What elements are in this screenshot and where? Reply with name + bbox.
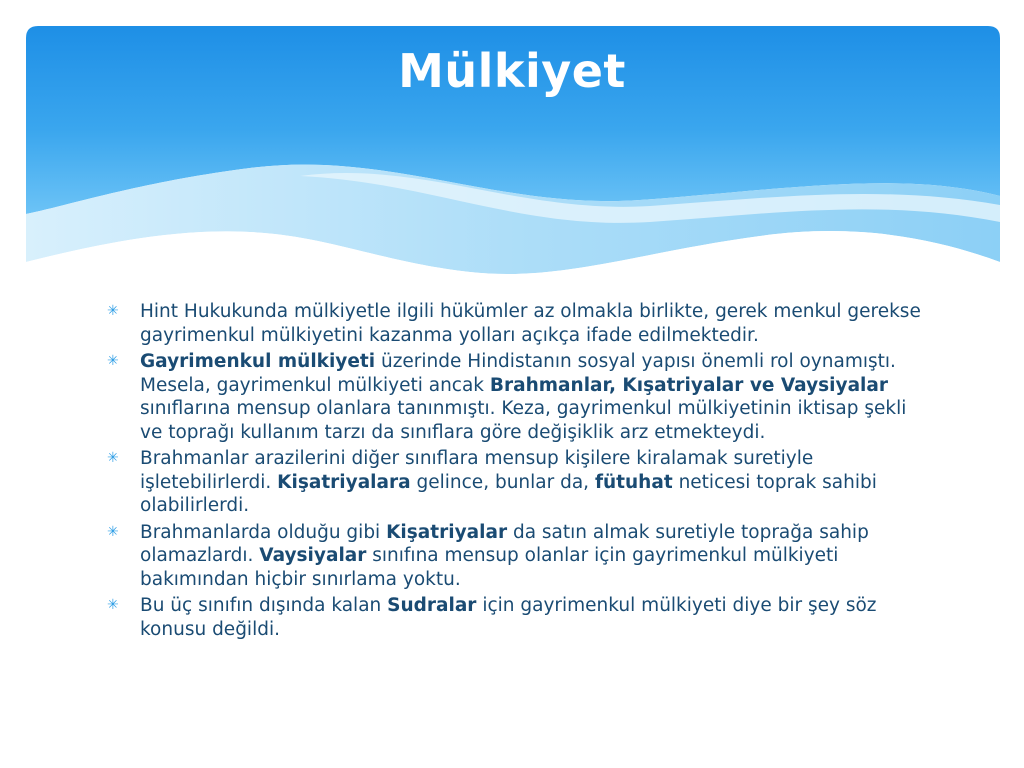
bold-term: Gayrimenkul mülkiyeti: [140, 351, 376, 372]
bullet-item: [104, 447, 924, 518]
text-segment: Hint Hukukunda mülkiyetle ilgili hükümler az olmakla birlikte, gerek menkul gerekse gayrimenkul mülkiyetini kazanma yolları açıkça ifade edilmektedir.: [140, 301, 921, 346]
asterisk-icon: ✳: [107, 597, 119, 613]
text-segment: Brahmanlarda olduğu gibi: [140, 521, 387, 543]
bullet-item: [104, 350, 924, 444]
bullet-item: [104, 300, 924, 347]
text-segment: da satın almak suretiyle toprağa sahip olamazlardı.: [140, 521, 869, 566]
text-segment: sınıfına mensup olanlar için gayrimenkul mülkiyeti bakımından hiçbir sınırlama yoktu.: [140, 545, 839, 590]
text-segment: gelince, bunlar da,: [410, 471, 595, 493]
slide-title: Mülkiyet: [398, 44, 626, 98]
text-segment: için gayrimenkul mülkiyeti diye bir şey söz konusu değildi.: [140, 595, 877, 640]
bullet-text: [140, 351, 906, 443]
text-segment: sınıflarına mensup olanlara tanınmıştı. Keza, gayrimenkul mülkiyetinin iktisap şekli ve toprağı kullanım tarzı da sınıflara göre değişiklik arz etmekteydi.: [140, 398, 907, 443]
bullet-item: [104, 594, 924, 641]
bullet-text: [140, 595, 877, 640]
bullet-list: [104, 300, 924, 644]
bullet-item: [104, 521, 924, 592]
bold-term: Vaysiyalar: [259, 545, 367, 566]
bold-term: Brahmanlar, Kışatriyalar ve Vaysiyalar: [489, 374, 888, 396]
asterisk-icon: ✳: [107, 353, 119, 369]
bold-term: Sudralar: [387, 595, 477, 616]
asterisk-icon: ✳: [107, 523, 119, 540]
asterisk-icon: ✳: [107, 303, 119, 319]
text-segment: neticesi toprak sahibi olabilirlerdi.: [140, 471, 877, 516]
bullet-text: [140, 522, 869, 590]
bullet-text: [140, 301, 921, 346]
bold-term: Kişatriyalara: [277, 471, 411, 493]
bullet-text: [140, 448, 877, 516]
bold-term: fütuhat: [594, 471, 673, 493]
asterisk-icon: ✳: [107, 450, 119, 466]
bold-term: Kişatriyalar: [386, 521, 508, 543]
text-segment: Bu üç sınıfın dışında kalan: [140, 595, 388, 616]
text-segment: Brahmanlar arazilerini diğer sınıflara mensup kişilere kiralamak suretiyle işletebilirlerdi.: [140, 448, 814, 493]
text-segment: üzerinde Hindistanın sosyal yapısı önemli rol oynamıştı. Mesela, gayrimenkul mülkiyeti ancak: [140, 351, 896, 396]
